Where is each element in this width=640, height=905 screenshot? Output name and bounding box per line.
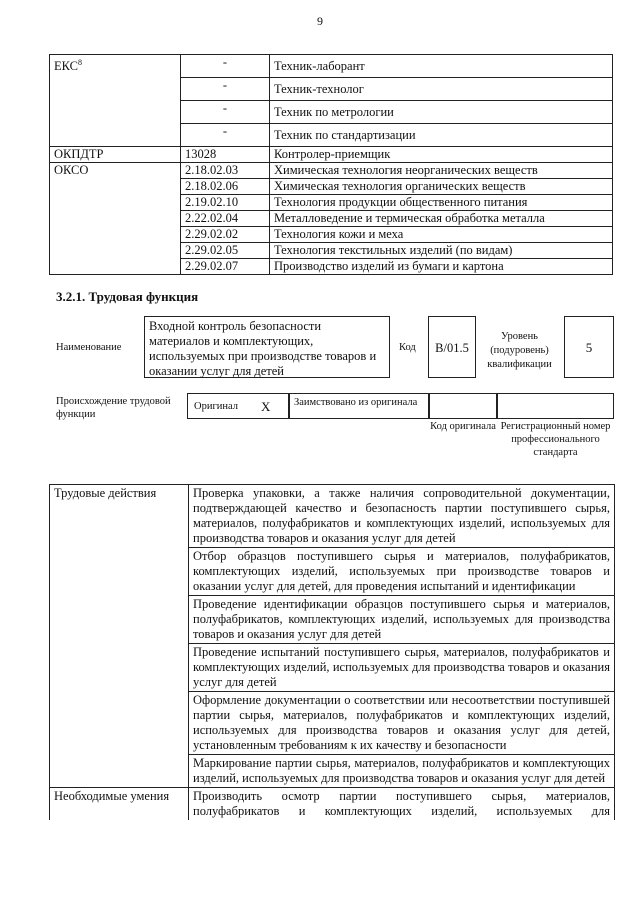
eks-name: Техник по стандартизации	[270, 124, 613, 147]
labor-action-item: Отбор образцов поступившего сырья и материалов, полуфабрикатов, комплектующих изделий, используемых при производстве товаров и оказании услуг для детей, для проведения испытаний и идентификации	[189, 548, 615, 596]
okso-label-empty	[50, 227, 181, 243]
name-label: Наименование	[56, 342, 122, 353]
okso-code: 2.29.02.07	[181, 259, 270, 275]
reg-number-box	[497, 393, 614, 419]
eks-name: Техник-технолог	[270, 78, 613, 101]
okso-code: 2.18.02.03	[181, 163, 270, 179]
code-original-box	[429, 393, 497, 419]
eks-label-cell-empty	[50, 101, 181, 124]
okso-name: Технология продукции общественного питания	[270, 195, 613, 211]
okso-name: Производство изделий из бумаги и картона	[270, 259, 613, 275]
okso-label-empty	[50, 259, 181, 275]
eks-label-cell	[50, 55, 181, 78]
codes-table	[49, 54, 613, 275]
okso-label-empty	[50, 211, 181, 227]
level-label: Уровень (подуровень) квалификации	[487, 331, 552, 370]
borrowed-box	[289, 393, 429, 419]
okpdtr-code: 13028	[181, 147, 270, 163]
labor-function-table	[49, 484, 615, 820]
okso-code: 2.18.02.06	[181, 179, 270, 195]
okso-label-empty	[50, 195, 181, 211]
code-value: B/01.5	[428, 316, 476, 378]
okso-label: ОКСО	[50, 163, 181, 179]
labor-actions-label: Трудовые действия	[50, 485, 189, 788]
okpdtr-name: Контролер-приемщик	[270, 147, 613, 163]
okso-name: Технология кожи и меха	[270, 227, 613, 243]
okso-code: 2.22.02.04	[181, 211, 270, 227]
origin-label: Происхождение трудовой функции	[56, 396, 171, 420]
okso-label-empty	[50, 179, 181, 195]
okso-label-empty	[50, 243, 181, 259]
eks-name: Техник по метрологии	[270, 101, 613, 124]
okso-name: Металловедение и термическая обработка металла	[270, 211, 613, 227]
original-label: Оригинал	[194, 401, 238, 412]
labor-action-item: Проверка упаковки, а также наличия сопроводительной документации, подтверждающей качество и безопасность партии поступившего сырья, материалов, полуфабрикатов и комплектующих изделий, используемых для производства товаров и оказания услуг для детей	[189, 485, 615, 548]
okso-name: Технология текстильных изделий (по видам)	[270, 243, 613, 259]
eks-name: Техник-лаборант	[270, 55, 613, 78]
okso-code: 2.29.02.02	[181, 227, 270, 243]
borrowed-label: Заимствовано из оригинала	[294, 397, 418, 408]
eks-label-cell-empty	[50, 78, 181, 101]
eks-code: -	[181, 55, 270, 78]
labor-action-item: Оформление документации о соответствии или несоответствии поступившей партии сырья, материалов, полуфабрикатов и комплектующих изделий, используемых для производства товаров и оказания услуг для детей, установленным требованиям к их качеству и безопасности	[189, 692, 615, 755]
level-value: 5	[564, 316, 614, 378]
page-number: 9	[317, 14, 323, 28]
okso-name: Химическая технология неорганических веществ	[270, 163, 613, 179]
eks-footnote-mark: 8	[78, 58, 82, 67]
reg-number-caption: Регистрационный номер профессионального стандарта	[500, 421, 611, 458]
function-name-box	[144, 316, 390, 378]
original-box	[187, 393, 289, 419]
code-original-caption: Код оригинала	[430, 421, 496, 432]
section-title: 3.2.1. Трудовая функция	[56, 289, 199, 304]
eks-label-cell-empty	[50, 124, 181, 147]
okpdtr-label: ОКПДТР	[50, 147, 181, 163]
okso-code: 2.19.02.10	[181, 195, 270, 211]
function-name-value: Входной контроль безопасности материалов и комплектующих, используемых при производстве товаров и оказании услуг для детей	[149, 319, 377, 378]
eks-code: -	[181, 124, 270, 147]
labor-action-item: Проведение идентификации образцов поступившего сырья и материалов, полуфабрикатов, комплектующих изделий, используемых для производства товаров и оказания услуг для детей	[189, 596, 615, 644]
okso-name: Химическая технология органических веществ	[270, 179, 613, 195]
okso-code: 2.29.02.05	[181, 243, 270, 259]
eks-label: ЕКС	[54, 59, 78, 74]
labor-action-item: Маркирование партии сырья, материалов, полуфабрикатов и комплектующих изделий, используемых для производства товаров и оказания услуг для детей	[189, 755, 615, 788]
skills-label: Необходимые умения	[50, 788, 189, 821]
original-mark: X	[261, 399, 271, 414]
eks-code: -	[181, 78, 270, 101]
labor-action-item: Проведение испытаний поступившего сырья, материалов, полуфабрикатов и комплектующих изделий, используемых для производства товаров и оказания услуг для детей	[189, 644, 615, 692]
skills-item: Производить осмотр партии поступившего сырья, материалов, полуфабрикатов и комплектующих изделий, используемых для	[189, 788, 615, 821]
code-label: Код	[399, 342, 416, 353]
eks-code: -	[181, 101, 270, 124]
